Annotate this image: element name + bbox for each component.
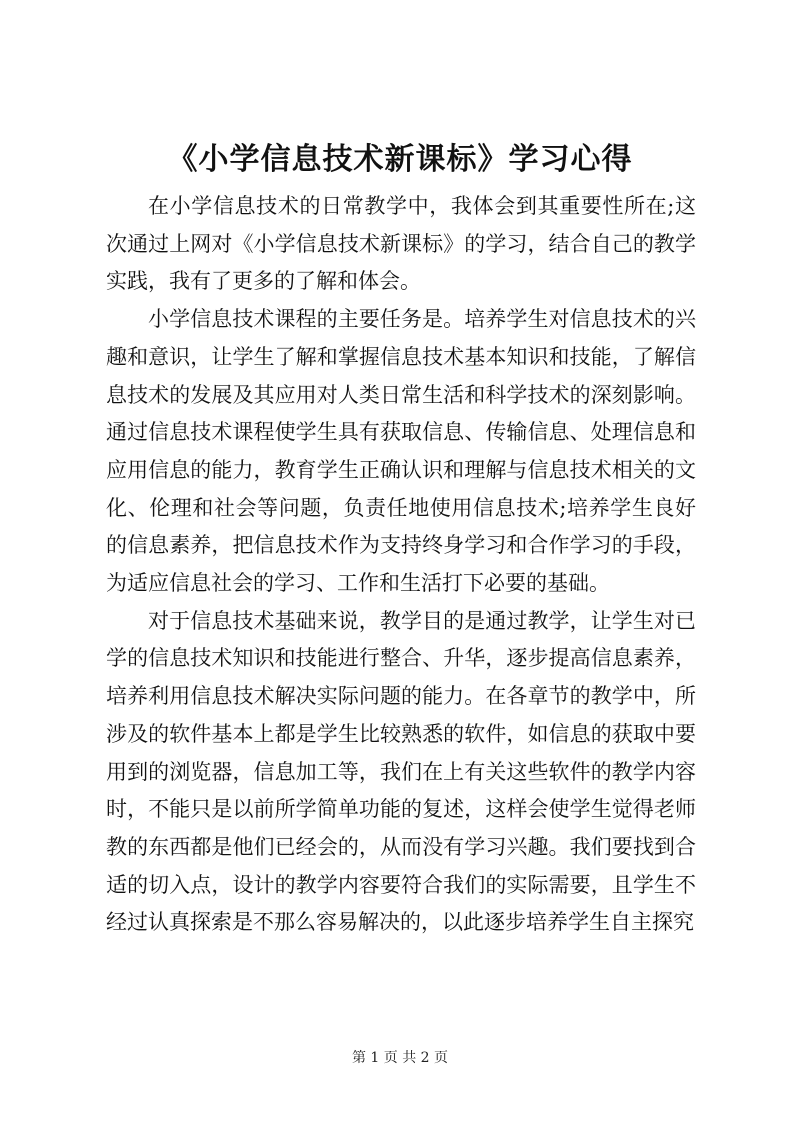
paragraph-2: 小学信息技术课程的主要任务是。培养学生对信息技术的兴趣和意识，让学生了解和掌握信息技术基本知识和技能，了解信息技术的发展及其应用对人类日常生活和科学技术的深刻影响。通过信息技术课程使学生具有获取信息、传输信息、处理信息和应用信息的能力，教育学生正确认识和理解与信息技术相关的文化、伦理和社会等问题，负责任地使用信息技术;培养学生良好的信息素养，把信息技术作为支持终身学习和合作学习的手段，为适应信息社会的学习、工作和生活打下必要的基础。 xyxy=(106,307,696,596)
page-number-footer: 第 1 页 共 2 页 xyxy=(351,1050,449,1066)
paragraph-3: 对于信息技术基础来说，教学目的是通过教学，让学生对已学的信息技术知识和技能进行整合、升华，逐步提高信息素养，培养利用信息技术解决实际问题的能力。在各章节的教学中，所涉及的软件基本上都是学生比较熟悉的软件，如信息的获取中要用到的浏览器，信息加工等，我们在上有关这些软件的教学内容时，不能只是以前所学简单功能的复述，这样会使学生觉得老师教的东西都是他们已经会的，从而没有学习兴趣。我们要找到合适的切入点，设计的教学内容要符合我们的实际需要，且学生不经过认真探索是不那么容易解决的，以此逐步培养学生自主探究 xyxy=(106,608,696,935)
paragraph-1: 在小学信息技术的日常教学中，我体会到其重要性所在;这次通过上网对《小学信息技术新课标》的学习，结合自己的教学实践，我有了更多的了解和体会。 xyxy=(106,194,696,294)
document-body xyxy=(106,188,696,942)
document-title: 《小学信息技术新课标》学习心得 xyxy=(167,142,633,177)
